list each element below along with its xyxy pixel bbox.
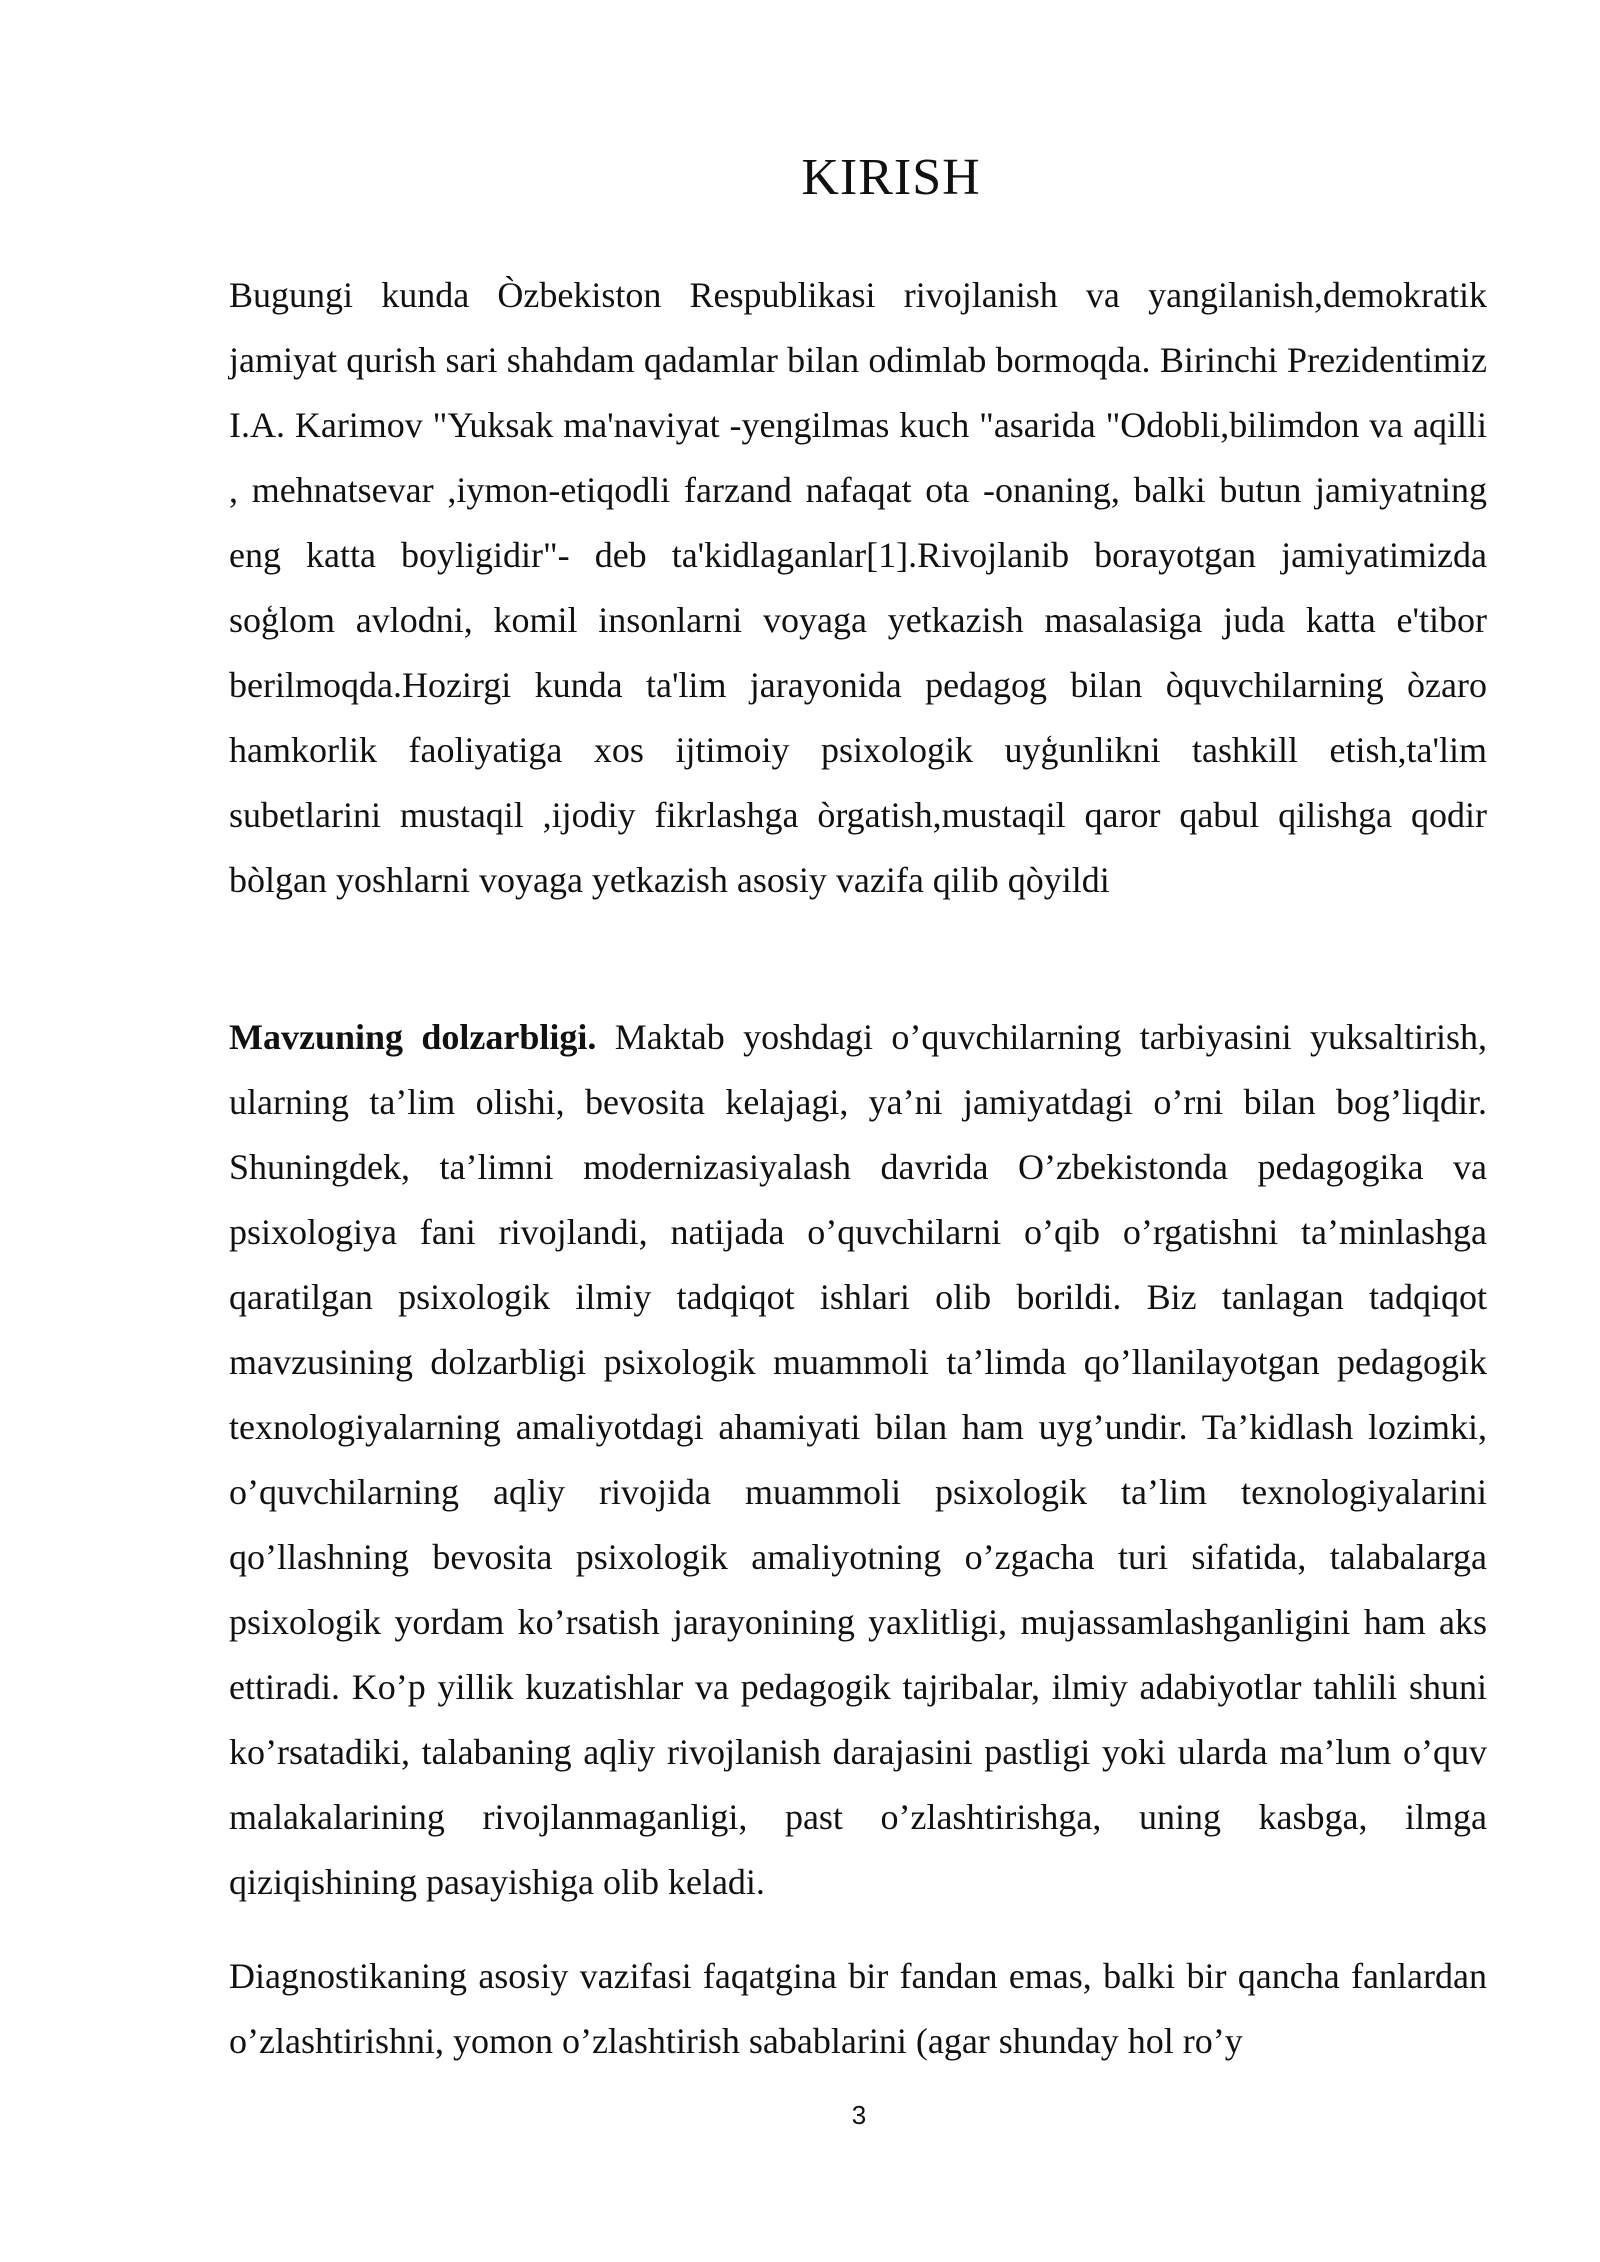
paragraph-introduction (229, 263, 1487, 913)
paragraph-text: Diagnostikaning asosiy vazifasi faqatgina bir fandan emas, balki bir qancha fanlardan o’zlashtirishni, yomon o’zlashtirish sabablarini (agar shunday hol ro’y (229, 1956, 1487, 2061)
paragraph-relevance (229, 1005, 1487, 1915)
page-number: 3 (851, 2100, 867, 2130)
paragraph-text: Bugungi kunda Òzbekiston Respublikasi rivojlanish va yangilanish,demokratik jamiyat qurish sari shahdam qadamlar bilan odimlab bormoqda. Birinchi Prezidentimiz I.A. Karimov "Yuksak ma'naviyat -yengilmas kuch "asarida "Odobli,bilimdon va aqilli , mehnatsevar ,iymon-etiqodli farzand nafaqat ota -onaning, balki butun jamiyatning eng katta boyligidir"- deb ta'kidlaganlar[1].Rivojlanib borayotgan jamiyatimizda soģlom avlodni, komil insonlarni voyaga yetkazish masalasiga juda katta e'tibor berilmoqda.Hozirgi kunda ta'lim jarayonida pedagog bilan òquvchilarning òzaro hamkorlik faoliyatiga xos ijtimoiy psixologik uyģunlikni tashkill etish,ta'lim subetlarini mustaqil ,ijodiy fikrlashga òrgatish,mustaqil qaror qabul qilishga qodir bòlgan yoshlarni voyaga yetkazish asosiy vazifa qilib qòyildi (229, 275, 1487, 900)
page-title: KIRISH (801, 149, 981, 206)
paragraph-diagnostics (229, 1944, 1487, 2074)
paragraph-text: Maktab yoshdagi o’quvchilarning tarbiyasini yuksaltirish, ularning ta’lim olishi, bevosita kelajagi, ya’ni jamiyatdagi o’rni bilan bog’liqdir. Shuningdek, ta’limni modernizasiyalash davrida O’zbekistonda pedagogika va psixologiya fani rivojlandi, natijada o’quvchilarni o’qib o’rgatishni ta’minlashga qaratilgan psixologik ilmiy tadqiqot ishlari olib borildi. Biz tanlagan tadqiqot mavzusining dolzarbligi psixologik muammoli ta’limda qo’llanilayotgan pedagogik texnologiyalarning amaliyotdagi ahamiyati bilan ham uyg’undir. Ta’kidlash lozimki, o’quvchilarning aqliy rivojida muammoli psixologik ta’lim texnologiyalarini qo’llashning bevosita psixologik amaliyotning o’zgacha turi sifatida, talabalarga psixologik yordam ko’rsatish jarayonining yaxlitligi, mujassamlashganligini ham aks ettiradi. Ko’p yillik kuzatishlar va pedagogik tajribalar, ilmiy adabiyotlar tahlili shuni ko’rsatadiki, talabaning aqliy rivojlanish darajasini pastligi yoki ularda ma’lum o’quv malakalarining rivojlanmaganligi, past o’zlashtirishga, uning kasbga, ilmga qiziqishining pasayishiga olib keladi. (229, 1017, 1488, 1902)
paragraph-lead-heading: Mavzuning dolzarbligi. (229, 1017, 597, 1057)
